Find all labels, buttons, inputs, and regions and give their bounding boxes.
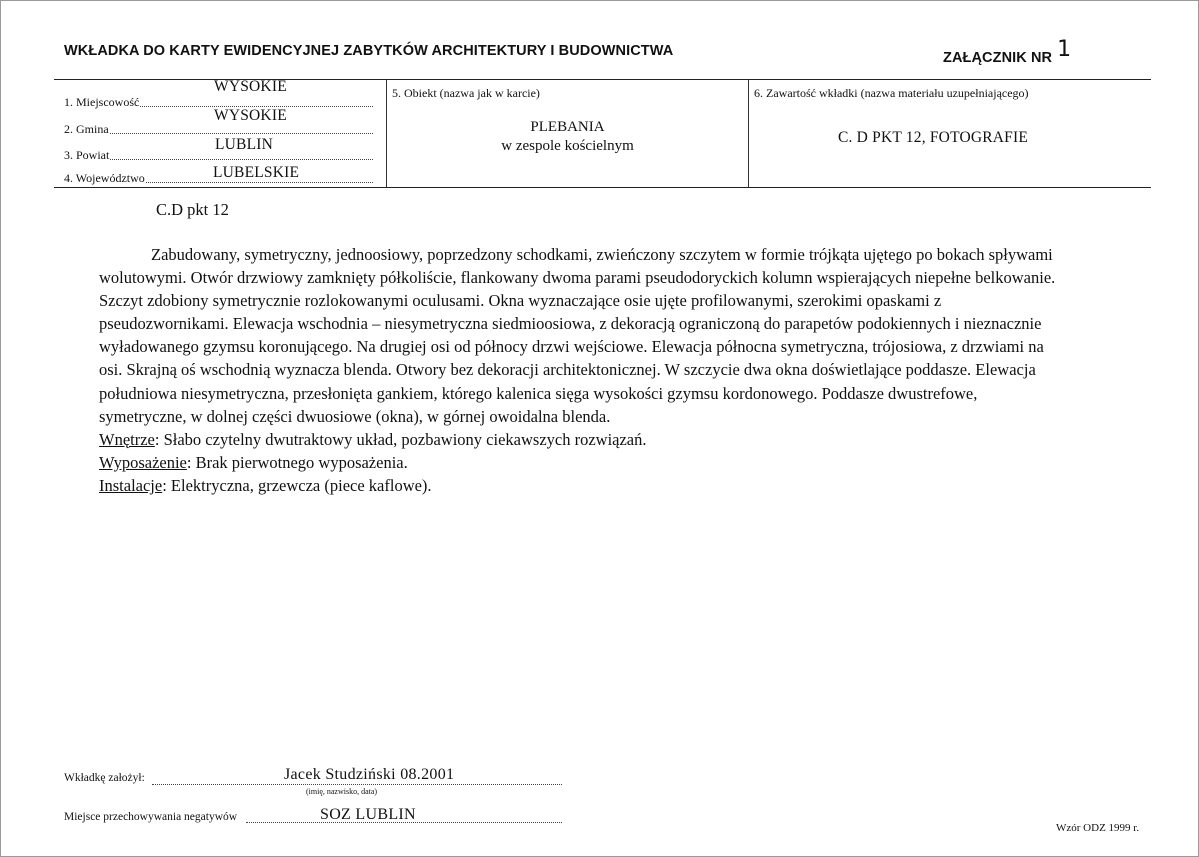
header-bottom-rule (54, 187, 1151, 188)
installations-text: : Elektryczna, grzewcza (piece kaflowe). (162, 475, 432, 495)
interior-label: Wnętrze (99, 429, 155, 449)
object-name: PLEBANIA (530, 119, 605, 135)
equipment-label: Wyposażenie (99, 452, 187, 472)
installations-line (99, 474, 1059, 497)
object-label: 5. Obiekt (nazwa jak w karcie) (392, 86, 540, 100)
description-block (99, 243, 1059, 497)
wojewodztwo-label: 4. Województwo (64, 171, 145, 185)
negatives-value: SOZ LUBLIN (320, 806, 416, 823)
powiat-label: 3. Powiat (64, 148, 110, 162)
object-value (387, 118, 748, 156)
founder-caption: (imię, nazwisko, data) (306, 787, 378, 796)
equipment-line (99, 451, 1059, 474)
attachment-number: 1 (1057, 37, 1072, 62)
interior-line (99, 428, 1059, 451)
equipment-text: : Brak pierwotnego wyposażenia. (186, 452, 408, 472)
attachment-label: ZAŁĄCZNIK NR (943, 50, 1053, 66)
form-version: Wzór ODZ 1999 r. (1056, 822, 1140, 834)
founder-value: Jacek Studziński 08.2001 (284, 766, 455, 783)
installations-label: Instalacje (99, 475, 163, 495)
founder-label: Wkładkę założył: (64, 772, 145, 784)
form-title: WKŁADKA DO KARTY EWIDENCYJNEJ ZABYTKÓW ARCHITEKTURY I BUDOWNICTWA (64, 43, 674, 59)
contents-label: 6. Zawartość wkładki (nazwa materiału uzupełniającego) (754, 86, 1029, 100)
negatives-label: Miejsce przechowywania negatywów (64, 811, 238, 823)
interior-text: : Słabo czytelny dwutraktowy układ, pozbawiony ciekawszych rozwiązań. (154, 429, 647, 449)
miejscowosc-value: WYSOKIE (214, 78, 287, 95)
contents-value: C. D PKT 12, FOTOGRAFIE (837, 129, 1029, 146)
description-text: Zabudowany, symetryczny, jednoosiowy, poprzedzony schodkami, zwieńczony szczytem w formie trójkąta ujętego po bokach spływami wolutowymi. Otwór drzwiowy zamknięty półkoliście, flankowany dwoma parami pseudodoryckich kolumn wspierających niepełne belkowanie. Szczyt zdobiony symetrycznie rozlokowanymi oculusami. Okna wyznaczające osie ujęte profilowanymi, szerokimi opaskami z pseudozwornikami. Elewacja wschodnia – niesymetryczna siedmioosiowa, z dekoracją ograniczoną do parapetów podokiennych i nieznacznie wyładowanego gzymsu koronującego. Na drugiej osi od północy drzwi wejściowe. Elewacja północna symetryczna, trójosiowa, z drzwiami na osi. Skrajną oś wschodnią wyznacza blenda. Otwory bez dekoracji architektonicznej. W szczycie dwa okna doświetlające poddasze. Elewacja południowa niesymetryczna, przesłonięta gankiem, którego kalenica sięga wysokości gzymsu kordonowego. Poddasze dwustrefowe, symetryczne, w dolnej części dwuosiowe (okna), w górnej owoidalna blenda. (99, 245, 1056, 426)
section-heading: C.D pkt 12 (156, 200, 229, 219)
gmina-label: 2. Gmina (64, 122, 109, 136)
founder-dotted-line (152, 784, 562, 785)
wojewodztwo-value: LUBELSKIE (213, 164, 300, 181)
attachment-number-field (943, 37, 1072, 68)
miejscowosc-label: 1. Miejscowość (64, 95, 140, 109)
powiat-value: LUBLIN (215, 136, 274, 153)
object-context: w zespole kościelnym (501, 138, 634, 154)
gmina-value: WYSOKIE (214, 107, 287, 124)
